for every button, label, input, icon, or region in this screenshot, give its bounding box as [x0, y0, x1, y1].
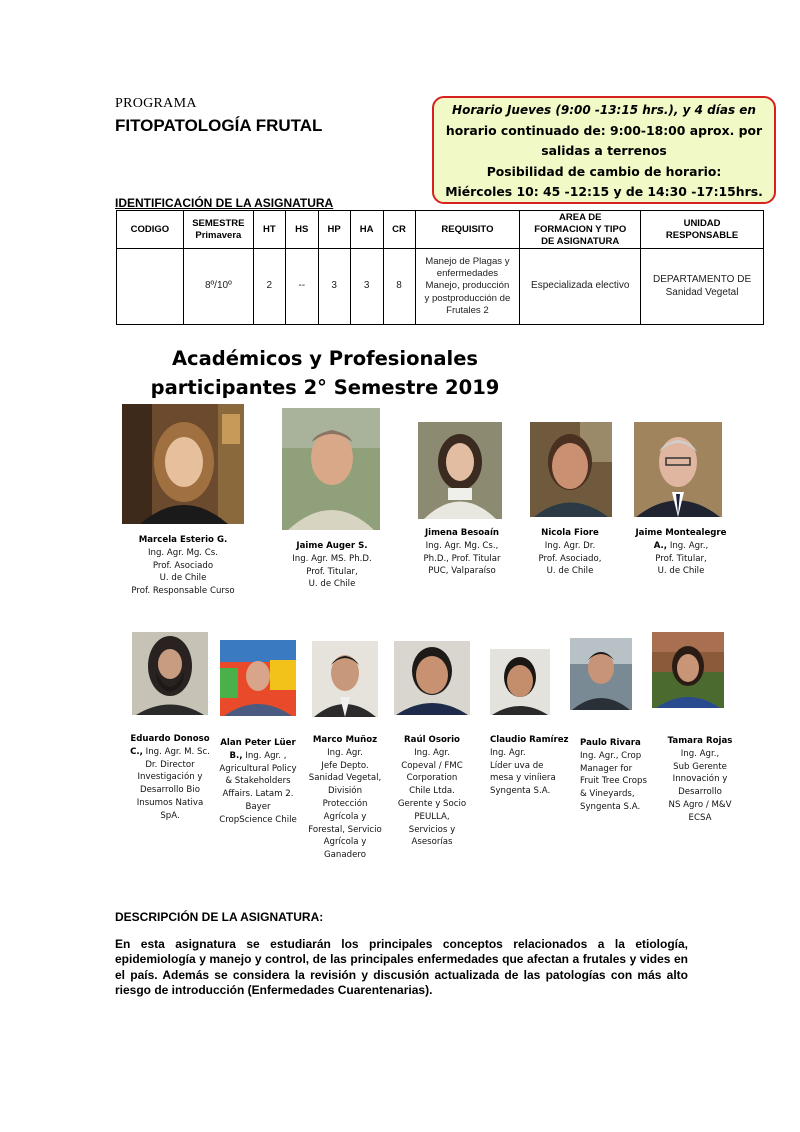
program-label: PROGRAMA [115, 96, 197, 111]
participants-heading-line-1: Académicos y Profesionales [171, 347, 479, 370]
schedule-line-2: horario continuado de: 9:00-18:00 aprox. por [445, 122, 763, 138]
person-detail: Ing. Agr. Mg. Cs. [148, 547, 218, 558]
person-detail: Jefe Depto. [321, 760, 369, 771]
caption-paulo-rivara [580, 737, 656, 814]
identification-table [116, 210, 764, 325]
identification-header-row [117, 211, 764, 249]
person-name: Marco Muñoz [312, 735, 378, 745]
person-detail: U. de Chile [546, 566, 594, 577]
photo-marcela-esterio [122, 404, 244, 524]
person-detail: Chile Ltda. [409, 786, 455, 797]
person-detail: Ing. Agr. [414, 747, 450, 758]
col-cr [383, 211, 415, 249]
person-name: Eduardo Donoso [130, 734, 210, 744]
person-detail: Prof. Titular, [306, 566, 358, 577]
course-title: FITOPATOLOGÍA FRUTAL [115, 116, 323, 135]
person-detail: Ing. Agr., Crop [580, 750, 642, 761]
col-codigo [117, 211, 184, 249]
participants-heading-line-2: participantes 2° Semestre 2019 [150, 376, 500, 399]
person-detail: U. de Chile [308, 579, 356, 590]
person-detail: CropScience Chile [219, 814, 297, 825]
person-detail: U. de Chile [159, 573, 207, 584]
person-detail: SpA. [160, 810, 180, 821]
caption-jimena-besoain [408, 527, 516, 578]
col-unidad-label: UNIDAD RESPONSABLE [665, 217, 739, 241]
schedule-line-1-label: Horario [452, 103, 503, 117]
photo-eduardo-donoso [132, 632, 208, 715]
person-detail: Ing. Agr., [669, 540, 709, 551]
photo-jimena-besoain [418, 422, 502, 519]
schedule-line-1 [440, 100, 768, 121]
col-ha [350, 211, 383, 249]
col-hp [318, 211, 350, 249]
person-detail: Ing. Agr., [680, 748, 720, 759]
caption-nicola-fiore [520, 527, 620, 578]
person-detail: & Stakeholders [225, 776, 291, 787]
cell-codigo [117, 249, 184, 325]
col-cr-label: CR [392, 223, 406, 235]
schedule-line-4: Posibilidad de cambio de horario: [486, 163, 722, 179]
person-name: Raúl Osorio [404, 735, 460, 745]
person-name: Alan Peter Lüer [220, 738, 296, 748]
person-detail: Agrícola y [323, 811, 367, 822]
person-detail: Asesorías [411, 837, 453, 848]
schedule-line-3: salidas a terrenos [541, 143, 667, 158]
cell-hp: 3 [318, 249, 350, 325]
person-detail: Insumos Nativa [136, 797, 204, 808]
person-detail: Ing. Agr. Dr. [544, 540, 596, 551]
person-detail: División [327, 786, 363, 797]
person-detail: mesa y viníiera [490, 773, 556, 784]
photo-nicola-fiore [530, 422, 612, 517]
person-detail: Desarrollo [678, 787, 722, 798]
photo-paulo-rivara [570, 638, 632, 710]
person-detail: Prof. Asociado [152, 560, 214, 571]
person-detail: Líder uva de [490, 760, 544, 771]
person-detail: Investigación y [137, 772, 203, 783]
caption-jaime-auger [270, 540, 394, 591]
photo-jaime-montealegre [634, 422, 722, 517]
person-detail: Protección [322, 798, 368, 809]
person-detail: Syngenta S.A. [580, 801, 641, 812]
person-detail: ECSA [688, 812, 712, 823]
person-detail: Ing. Agr. MS. Ph.D. [292, 553, 372, 564]
person-detail: Ph.D., Prof. Titular [423, 553, 501, 564]
person-detail: Prof. Responsable Curso [131, 586, 235, 597]
col-requisito-label: REQUISITO [441, 223, 494, 235]
person-detail: Agricultural Policy [219, 763, 297, 774]
photo-claudio-ramirez [490, 649, 550, 715]
person-name: Jaime Auger S. [296, 541, 368, 551]
photo-alan-peter-luer [220, 640, 296, 716]
col-requisito [415, 211, 520, 249]
cell-unidad: DEPARTAMENTO DE Sanidad Vegetal [641, 249, 764, 325]
person-detail: Agrícola y [323, 837, 367, 848]
cell-cr: 8 [383, 249, 415, 325]
person-detail: Fruit Tree Crops [580, 776, 647, 787]
person-detail: Syngenta S.A. [490, 786, 551, 797]
person-detail: Ing. Agr. [490, 747, 526, 758]
person-detail: PUC, Valparaíso [428, 566, 496, 577]
person-detail: Ing. Agr. [327, 747, 363, 758]
cell-requisito: Manejo de Plagas y enfermedades Manejo, producción y postproducción de Frutales 2 [415, 249, 520, 325]
caption-marco-munoz [304, 734, 386, 862]
person-detail: Ganadero [324, 850, 366, 861]
identification-data-row [117, 249, 764, 325]
person-detail: Servicios y [408, 824, 456, 835]
person-detail: NS Agro / M&V [668, 799, 732, 810]
col-hs-label: HS [295, 223, 309, 235]
caption-jaime-montealegre [628, 527, 734, 578]
person-detail: PEULLA, [414, 811, 450, 822]
person-detail: Prof. Titular, [655, 553, 707, 564]
person-name: Claudio Ramírez [490, 735, 569, 745]
photo-marco-munoz [312, 641, 378, 717]
person-detail: Sub Gerente [673, 761, 727, 772]
participants-heading [120, 344, 530, 402]
col-semestre-label: SEMESTRE Primavera [192, 217, 245, 241]
person-name-suffix: C., [130, 746, 143, 757]
person-name-suffix: B., [229, 750, 243, 761]
caption-marcela-esterio [118, 534, 248, 598]
schedule-notice [432, 96, 776, 204]
col-ha-label: HA [359, 223, 374, 235]
cell-ht: 2 [253, 249, 285, 325]
schedule-line-1-text: Jueves (9:00 -13:15 hrs.), y 4 días en [506, 103, 756, 117]
person-name: Tamara Rojas [667, 736, 733, 746]
person-detail: Dr. Director [145, 759, 195, 770]
identification-title: IDENTIFICACIÓN DE LA ASIGNATURA [115, 196, 334, 210]
col-area-label: AREA DE FORMACION Y TIPO DE ASIGNATURA [534, 211, 627, 247]
col-hp-label: HP [327, 223, 341, 235]
person-detail: Forestal, Servicio [308, 824, 382, 835]
person-detail: Bayer [245, 801, 271, 812]
person-name-suffix: A., [653, 540, 668, 551]
person-name: Nicola Fiore [541, 528, 599, 538]
caption-eduardo-donoso [120, 733, 220, 823]
person-name: Paulo Rivara [580, 738, 641, 748]
caption-claudio-ramirez [490, 734, 574, 798]
caption-alan-peter-luer [212, 737, 304, 827]
person-detail: Copeval / FMC [401, 760, 463, 771]
person-name: Marcela Esterio G. [138, 535, 228, 545]
person-detail: & Vineyards, [580, 789, 635, 800]
person-detail: Ing. Agr. Mg. Cs., [425, 540, 499, 551]
col-ht [253, 211, 285, 249]
person-detail: Manager for [580, 763, 633, 774]
person-detail: Affairs. Latam 2. [222, 789, 294, 800]
person-detail: Innovación y [672, 774, 728, 785]
cell-semestre: 8º/10º [183, 249, 253, 325]
caption-raul-osorio [390, 734, 474, 849]
cell-hs: -- [285, 249, 318, 325]
col-semestre [183, 211, 253, 249]
description-title: DESCRIPCIÓN DE LA ASIGNATURA: [115, 910, 324, 924]
person-detail: Ing. Agr. , [245, 750, 287, 761]
photo-tamara-rojas [652, 632, 724, 708]
person-detail: U. de Chile [657, 566, 705, 577]
person-detail: Desarrollo Bio [140, 785, 200, 796]
cell-area: Especializada electivo [520, 249, 641, 325]
description-body: En esta asignatura se estudiarán los principales conceptos relacionados a la etiología, epidemiología y manejo y control, de las principales enfermedades que afectan a frutales y vides en el país. Además se considera la revisión y discusión actualizada de las patologías con más alto riesgo de introducción (Enfermedades Cuarentenarias). [115, 937, 688, 997]
photo-raul-osorio [394, 641, 470, 715]
col-unidad [641, 211, 764, 249]
cell-ha: 3 [350, 249, 383, 325]
person-detail: Gerente y Socio [397, 798, 467, 809]
schedule-line-5: Miércoles 10: 45 -12:15 y de 14:30 -17:15hrs. [445, 184, 763, 199]
person-detail: Corporation [406, 773, 458, 784]
person-name: Jimena Besoaín [424, 528, 500, 538]
person-detail: Sanidad Vegetal, [308, 773, 382, 784]
person-name: Jaime Montealegre [635, 528, 727, 538]
person-detail: Prof. Asociado, [538, 553, 602, 564]
caption-tamara-rojas [656, 735, 744, 825]
person-detail: Ing. Agr. M. Sc. [145, 746, 210, 757]
col-ht-label: HT [262, 223, 276, 235]
col-hs [285, 211, 318, 249]
photo-jaime-auger [282, 408, 380, 530]
col-codigo-label: CODIGO [130, 223, 170, 235]
col-area [520, 211, 641, 249]
